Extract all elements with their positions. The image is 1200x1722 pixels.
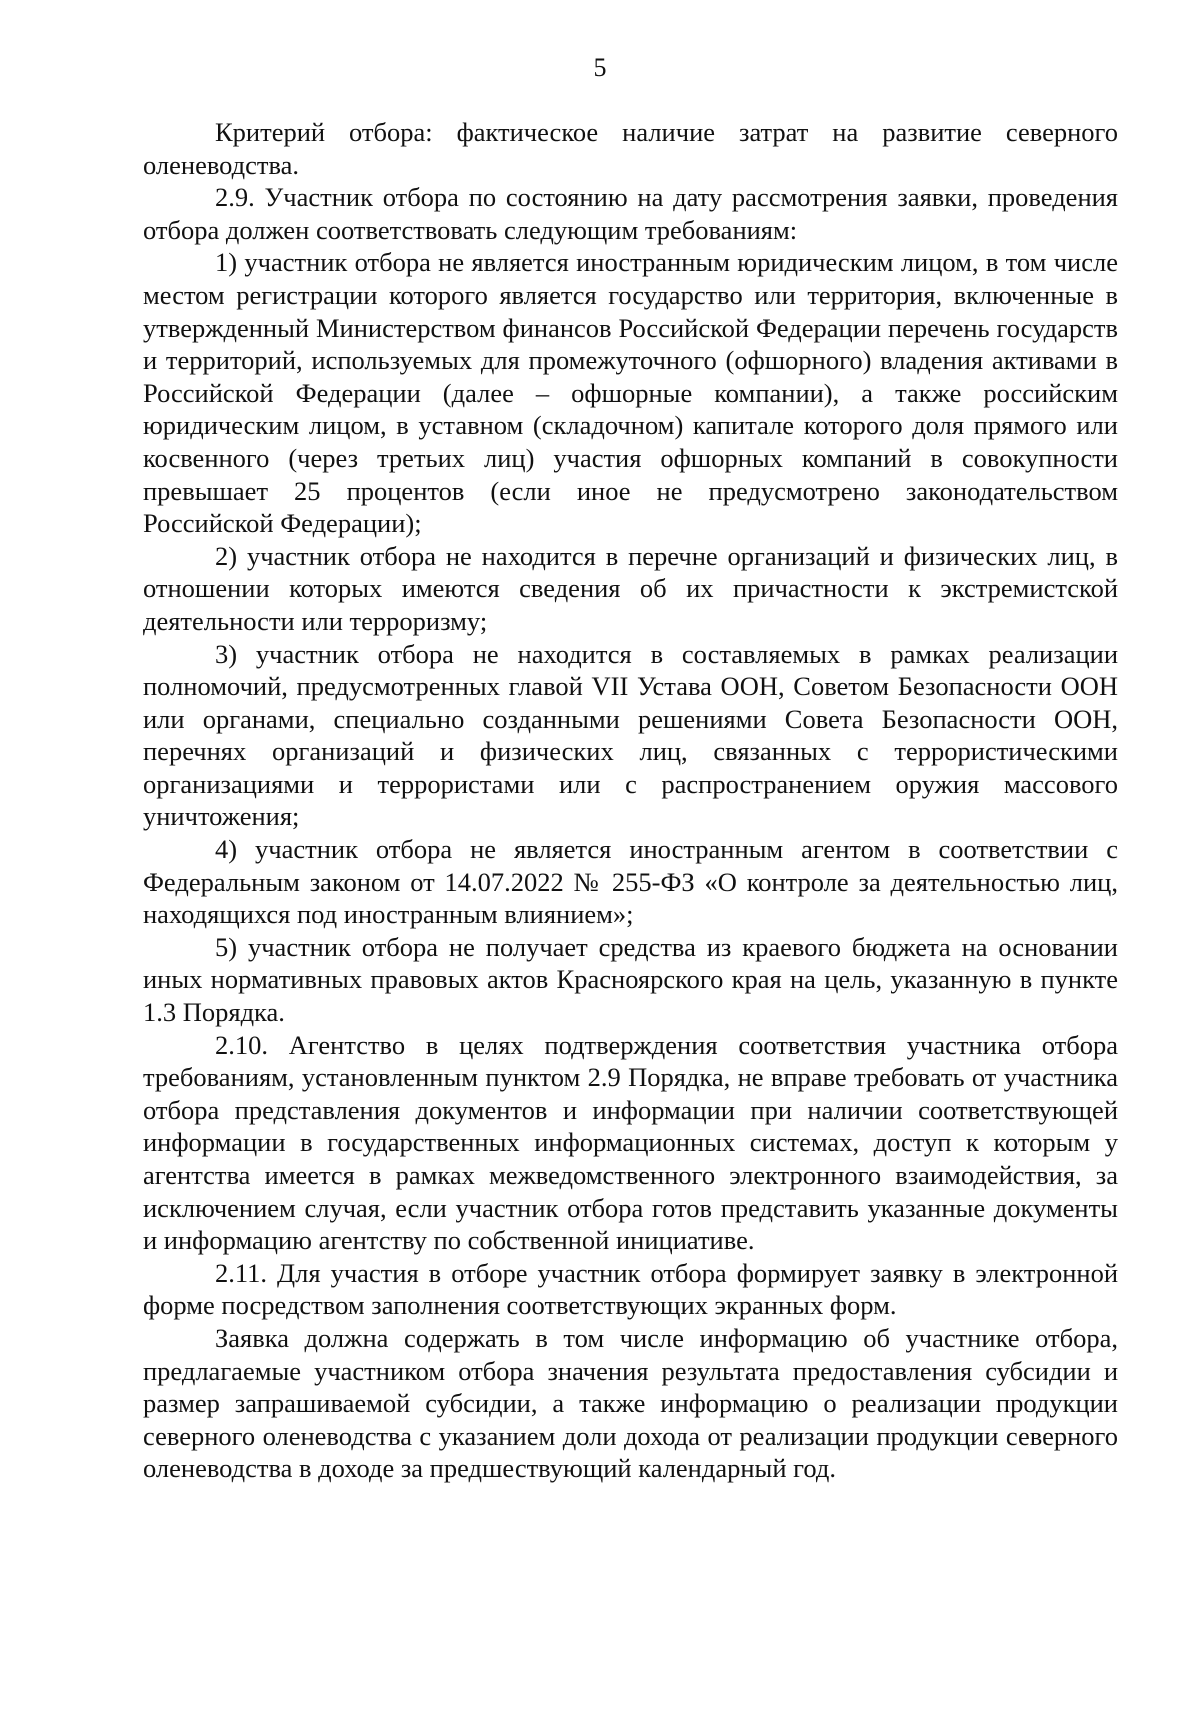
paragraph-item-4: 4) участник отбора не является иностранным агентом в соответствии с Федеральным законом от 14.07.2022 № 255-ФЗ «О контроле за деятельностью лиц, находящихся под иностранным влиянием»;	[143, 834, 1118, 930]
page-number: 5	[593, 53, 607, 82]
paragraph-2-11: 2.11. Для участия в отборе участник отбора формирует заявку в электронной форме посредством заполнения соответствующих экранных форм.	[143, 1257, 1118, 1321]
paragraph-application-content: Заявка должна содержать в том числе информацию об участнике отбора, предлагаемые участником отбора значения результата предоставления субсидии и размер запрашиваемой субсидии, а также информацию о реализации продукции северного оленеводства с указанием доли дохода от реализации продукции северного оленеводства в доходе за предшествующий календарный год.	[143, 1322, 1118, 1484]
paragraph-2-9: 2.9. Участник отбора по состоянию на дату рассмотрения заявки, проведения отбора должен соответствовать следующим требованиям:	[143, 182, 1118, 245]
paragraph-item-2: 2) участник отбора не находится в перечне организаций и физических лиц, в отношении которых имеются сведения об их причастности к экстремистской деятельности или терроризму;	[143, 540, 1118, 636]
paragraph-selection-criterion: Критерий отбора: фактическое наличие затрат на развитие северного оленеводства.	[143, 117, 1118, 180]
paragraph-item-5: 5) участник отбора не получает средства из краевого бюджета на основании иных нормативных правовых актов Красноярского края на цель, указанную в пункте 1.3 Порядка.	[143, 931, 1118, 1028]
paragraph-item-1: 1) участник отбора не является иностранным юридическим лицом, в том числе местом регистрации которого является государство или территория, включенные в утвержденный Министерством финансов Российской Федерации перечень государств и территорий, используемых для промежуточного (офшорного) владения активами в Российской Федерации (далее – офшорные компании), а также российским юридическим лицом, в уставном (складочном) капитале которого доля прямого или косвенного (через третьих лиц) участия офшорных компаний в совокупности превышает 25 процентов (если иное не предусмотрено законодательством Российской Федерации);	[143, 247, 1118, 539]
document-body	[143, 116, 1118, 1485]
paragraph-item-3: 3) участник отбора не находится в составляемых в рамках реализации полномочий, предусмотренных главой VII Устава ООН, Советом Безопасности ООН или органами, специально созданными решениями Совета Безопасности ООН, перечнях организаций и физических лиц, связанных с террористическими организациями и террористами или с распространением оружия массового уничтожения;	[143, 638, 1118, 832]
paragraph-2-10: 2.10. Агентство в целях подтверждения соответствия участника отбора требованиям, установленным пунктом 2.9 Порядка, не вправе требовать от участника отбора представления документов и информации при наличии соответствующей информации в государственных информационных системах, доступ к которым у агентства имеется в рамках межведомственного электронного взаимодействия, за исключением случая, если участник отбора готов представить указанные документы и информацию агентству по собственной инициативе.	[143, 1029, 1118, 1256]
